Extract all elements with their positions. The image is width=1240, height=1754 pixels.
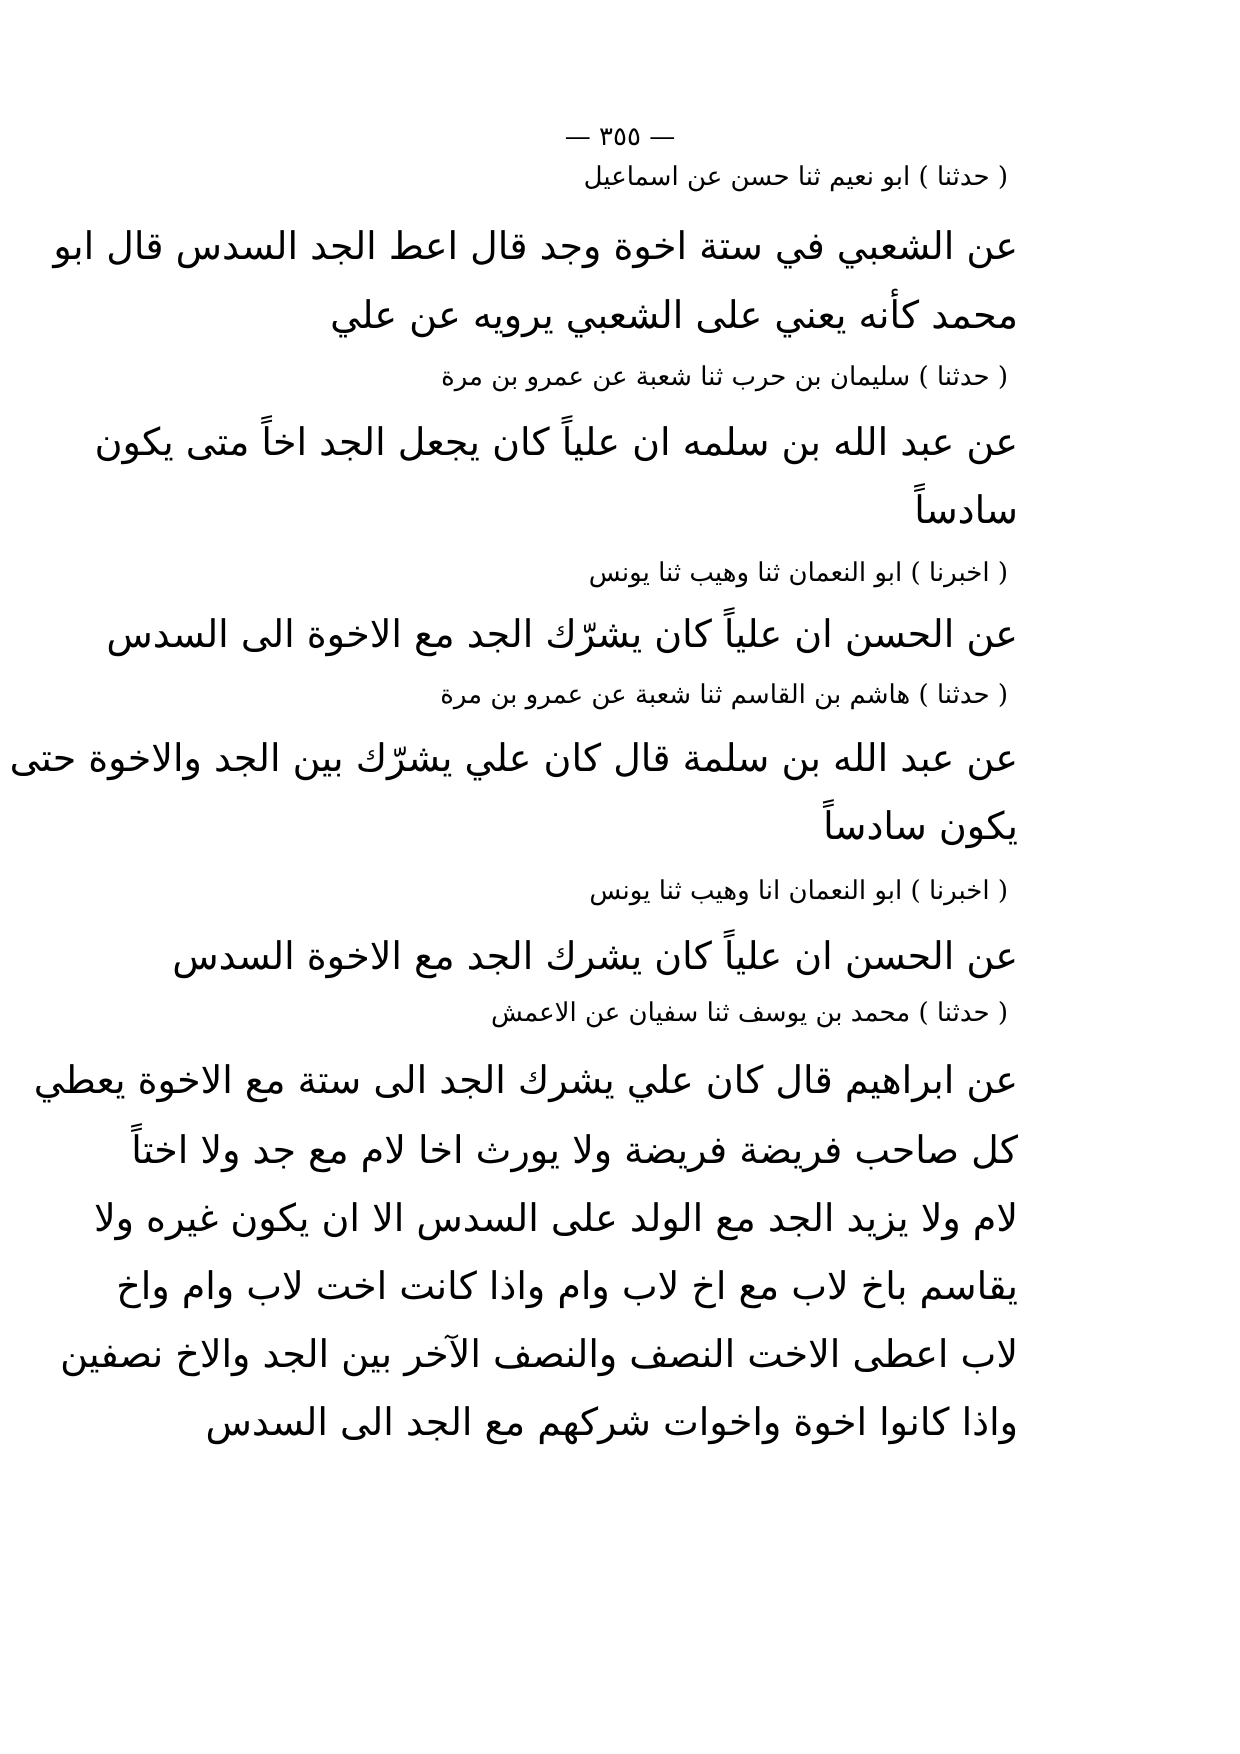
page-number: — ٣٥٥ — <box>564 122 676 152</box>
matn-2-line-2: سادساً <box>914 488 1018 532</box>
matn-6-line-5: لاب اعطى الاخت النصف والنصف الآخر بين الجد والاخ نصفين <box>60 1332 1018 1376</box>
matn-5-line-1: عن الحسن ان علياً كان يشرك الجد مع الاخوة السدس <box>172 934 1018 978</box>
matn-4-line-2: يكون سادساً <box>823 804 1018 848</box>
isnad-3: ( اخبرنا ) ابو النعمان ثنا وهيب ثنا يونس <box>588 558 1008 588</box>
matn-6-line-3: لام ولا يزيد الجد مع الولد على السدس الا ان يكون غيره ولا <box>93 1196 1018 1240</box>
isnad-1: ( حدثنا ) ابو نعيم ثنا حسن عن اسماعيل <box>583 162 1008 192</box>
matn-6-line-4: يقاسم باخ لاب مع اخ لاب وام واذا كانت اخت لاب وام واخ <box>116 1264 1018 1308</box>
matn-6-line-1: عن ابراهيم قال كان علي يشرك الجد الى ستة مع الاخوة يعطي <box>33 1058 1018 1102</box>
matn-3-line-1: عن الحسن ان علياً كان يشرّك الجد مع الاخوة الى السدس <box>106 612 1018 656</box>
matn-6-line-2: كل صاحب فريضة فريضة ولا يورث اخا لام مع جد ولا اختاً <box>131 1128 1018 1172</box>
isnad-4: ( حدثنا ) هاشم بن القاسم ثنا شعبة عن عمرو بن مرة <box>440 680 1008 710</box>
matn-2-line-1: عن عبد الله بن سلمه ان علياً كان يجعل الجد اخاً متى يكون <box>94 420 1018 464</box>
matn-6-line-6: واذا كانوا اخوة واخوات شركهم مع الجد الى السدس <box>205 1400 1018 1444</box>
isnad-5: ( اخبرنا ) ابو النعمان انا وهيب ثنا يونس <box>589 876 1008 906</box>
matn-4-line-1: عن عبد الله بن سلمة قال كان علي يشرّك بين الجد والاخوة حتى <box>9 736 1018 780</box>
isnad-6: ( حدثنا ) محمد بن يوسف ثنا سفيان عن الاعمش <box>490 998 1008 1028</box>
matn-1-line-1: عن الشعبي في ستة اخوة وجد قال اعط الجد السدس قال ابو <box>53 224 1018 268</box>
isnad-2: ( حدثنا ) سليمان بن حرب ثنا شعبة عن عمرو بن مرة <box>441 362 1008 392</box>
matn-1-line-2: محمد كأنه يعني على الشعبي يرويه عن علي <box>330 293 1018 337</box>
